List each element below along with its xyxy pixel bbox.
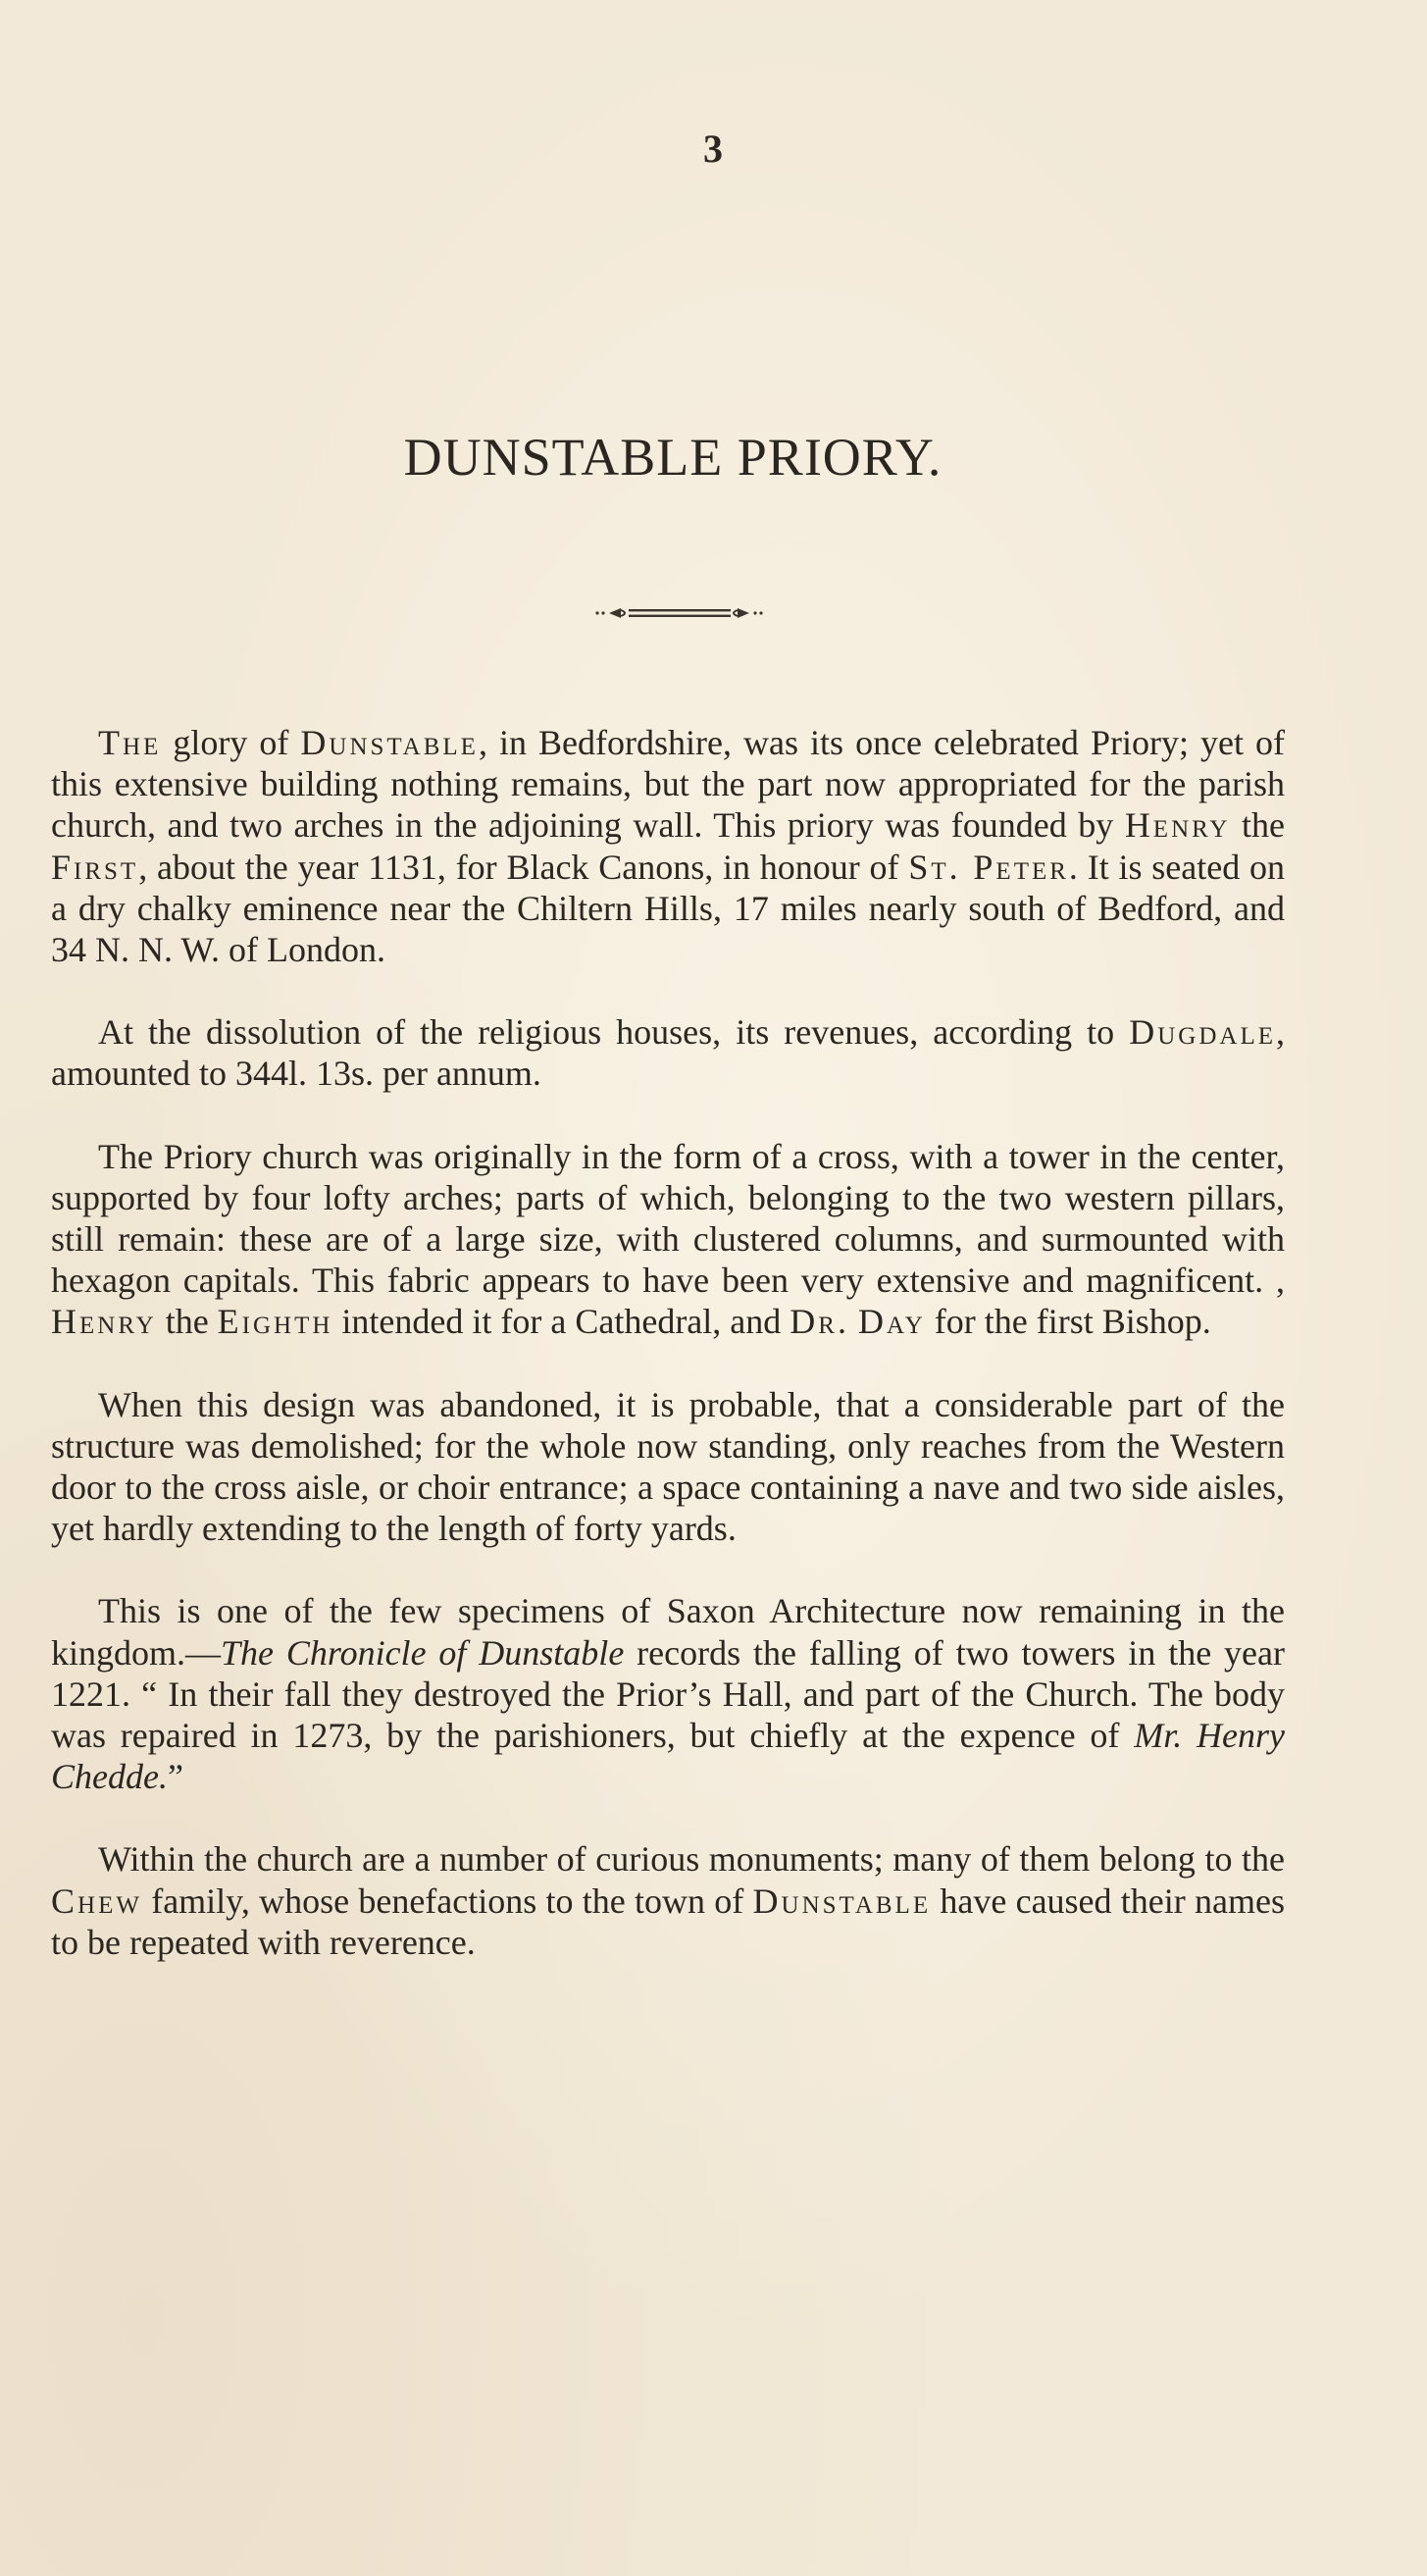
opening-word: The [98, 723, 162, 762]
paragraph-3 [51, 1136, 1285, 1343]
paragraph-1 [51, 722, 1285, 970]
text-run: Within the church are a number of curious monuments; many of them belong to the [98, 1839, 1285, 1880]
page-number: 3 [703, 127, 724, 171]
person-name: Dugdale [1129, 1012, 1276, 1053]
person-name: Henry [51, 1302, 157, 1342]
book-title: The Chronicle of Dunstable [221, 1632, 625, 1673]
paragraph-6 [51, 1838, 1285, 1963]
body-text [51, 722, 1285, 2004]
person-name: Henry [1124, 805, 1231, 846]
paragraph-5 [51, 1590, 1285, 1797]
text-run: have caused their names to be repeated with reverence. [51, 1880, 1285, 1962]
text-run: , amounted to 344l. 13s. per annum. [51, 1012, 1285, 1094]
text-run: At the dissolution of the religious houses, its revenues, according to [98, 1012, 1130, 1053]
text-run: intended it for a Cathedral, and [332, 1302, 790, 1342]
paragraph-2 [51, 1011, 1285, 1094]
person-name: First [51, 847, 139, 887]
person-name: St. Peter [908, 847, 1069, 887]
person-name: Eighth [217, 1302, 333, 1342]
text-run: records the falling of two towers in the year 1221. “ In their fall they destroyed the Prior’s Hall, and part of the Church. The body was repaired in 1273, by the parishioners, but chiefly at the expence of [51, 1632, 1285, 1756]
page-title: DUNSTABLE PRIORY. [403, 428, 943, 487]
text-run: for the first Bishop. [925, 1302, 1211, 1342]
text-run: . It is seated on a dry chalky eminence near the Chiltern Hills, 17 miles nearly south of Bedford, and 34 N. N. W. of London. [51, 847, 1286, 970]
text-run: When this design was abandoned, it is probable, that a considerable part of the structure was demolished; for the whole now standing, only reaches from the Western door to the cross aisle, or choir entrance; a space containing a nave and two side aisles, yet hardly extending to the length of forty yards. [51, 1384, 1285, 1549]
person-name: Day [857, 1302, 926, 1342]
text-run: the [156, 1302, 218, 1342]
text-run: , in Bedfordshire, was its once celebrated Priory; yet of this extensive building nothing remains, but the part now appropriated for the parish church, and two arches in the adjoining wall. This priory was founded by [51, 723, 1285, 846]
text-run [849, 1302, 858, 1341]
text-run: family, whose benefactions to the town of [141, 1880, 753, 1921]
place-name: Dunstable [300, 723, 479, 762]
place-name: Dunstable [752, 1880, 932, 1921]
person-name: Dr. [790, 1302, 849, 1342]
text-run: glory of [161, 723, 301, 762]
text-run: ” [167, 1757, 183, 1797]
text-run: the [1230, 805, 1285, 846]
text-run: This is one of the few specimens of Saxon Architecture now remaining in the kingdom.— [51, 1591, 1285, 1673]
text-run: , about the year 1131, for Black Canons, in honour of [138, 847, 909, 887]
person-name: Mr. Henry Chedde. [51, 1716, 1285, 1797]
text-run: The Priory church was originally in the form of a cross, with a tower in the center, supported by four lofty arches; parts of which, belonging to the two western pillars, still remain: these are of a large size, with clustered columns, and surmounted with hexagon capitals. This fabric appears to have been very extensive and magnificent. , [51, 1136, 1285, 1301]
paragraph-4 [51, 1384, 1285, 1550]
decorative-rule-ornament-icon [593, 605, 765, 621]
family-name: Chew [51, 1880, 142, 1921]
